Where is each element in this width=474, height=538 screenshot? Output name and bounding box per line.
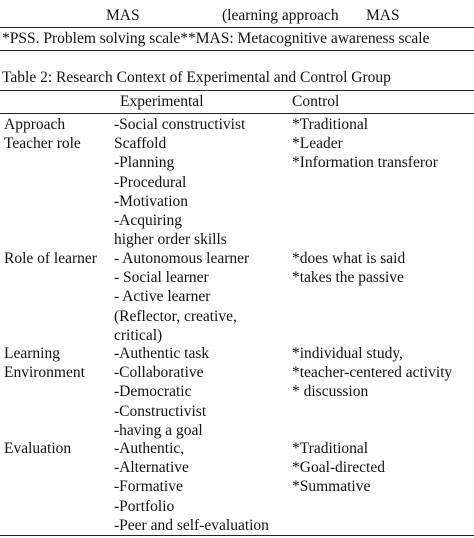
footnote-rule	[0, 50, 474, 51]
footnote: *PSS. Problem solving scale**MAS: Metacognitive awareness scale	[2, 30, 430, 47]
cell-line: -Procedural	[114, 173, 187, 191]
cell-line: -Collaborative	[114, 364, 204, 382]
cell-line: higher order skills	[114, 231, 227, 249]
experimental-cell	[114, 249, 292, 345]
cell-line: -Democratic	[114, 383, 192, 401]
cell-line: -Social constructivist	[114, 116, 246, 133]
top-cut-line	[0, 0, 474, 8]
top-partial-left: MAS	[106, 7, 140, 24]
cell-line: -Portfolio	[114, 497, 175, 515]
header-rule	[0, 113, 474, 114]
cell-line: critical)	[114, 326, 163, 344]
cell-line: *Summative	[292, 478, 371, 496]
cell-line: -Authentic task	[114, 345, 210, 362]
cell-line: -having a goal	[114, 421, 203, 439]
cell-line: *teacher-centered activity	[292, 364, 453, 382]
cell-line: -Authentic,	[114, 440, 185, 457]
label-line: Environment	[4, 364, 85, 382]
table-bottom-rule	[0, 535, 474, 536]
cell-line: -Peer and self-evaluation	[114, 516, 269, 534]
cell-line: *Goal-directed	[292, 459, 385, 477]
cell-line: -Motivation	[114, 192, 189, 210]
row-label	[4, 439, 114, 458]
label-line: Learning	[4, 345, 60, 362]
control-cell	[292, 439, 472, 497]
control-cell	[292, 344, 472, 402]
experimental-cell	[114, 439, 292, 535]
cell-line: *Leader	[292, 135, 343, 153]
cell-line: - Autonomous learner	[114, 250, 250, 267]
row-label	[4, 344, 114, 382]
cell-line: - Active learner	[114, 288, 211, 306]
header-experimental: Experimental	[120, 93, 204, 110]
cell-line: -Alternative	[114, 459, 189, 477]
row-label	[4, 249, 114, 268]
control-cell	[292, 115, 472, 173]
cell-line: *Information transferor	[292, 154, 438, 172]
row-label	[4, 115, 114, 153]
cell-line: -Planning	[114, 154, 175, 172]
cell-line: * discussion	[292, 383, 369, 401]
label-line: Approach	[4, 116, 66, 133]
experimental-cell	[114, 115, 292, 249]
top-partial-row	[0, 6, 474, 25]
control-cell	[292, 249, 472, 287]
table-top-rule	[0, 90, 474, 91]
cell-line: (Reflector, creative,	[114, 307, 237, 325]
table-caption: Table 2: Research Context of Experimental and Control Group	[2, 69, 391, 86]
label-line: Evaluation	[4, 440, 72, 457]
cell-line: *Traditional	[292, 116, 369, 133]
top-partial-middle: (learning approach	[222, 7, 339, 24]
label-line: Teacher role	[4, 135, 81, 153]
cell-line: Scaffold	[114, 135, 167, 153]
cell-line: -Constructivist	[114, 402, 207, 420]
cell-line: *Traditional	[292, 440, 369, 457]
experimental-cell	[114, 344, 292, 440]
table1-bottom-rule	[0, 27, 474, 28]
cell-line: *takes the passive	[292, 269, 404, 287]
cell-line: *does what is said	[292, 250, 406, 267]
header-control: Control	[292, 93, 340, 110]
cell-line: -Formative	[114, 478, 183, 496]
cell-line: -Acquiring	[114, 211, 183, 229]
label-line: Role of learner	[4, 250, 97, 267]
cell-line: - Social learner	[114, 269, 209, 287]
top-partial-right: MAS	[366, 7, 400, 24]
cell-line: *individual study,	[292, 345, 403, 362]
